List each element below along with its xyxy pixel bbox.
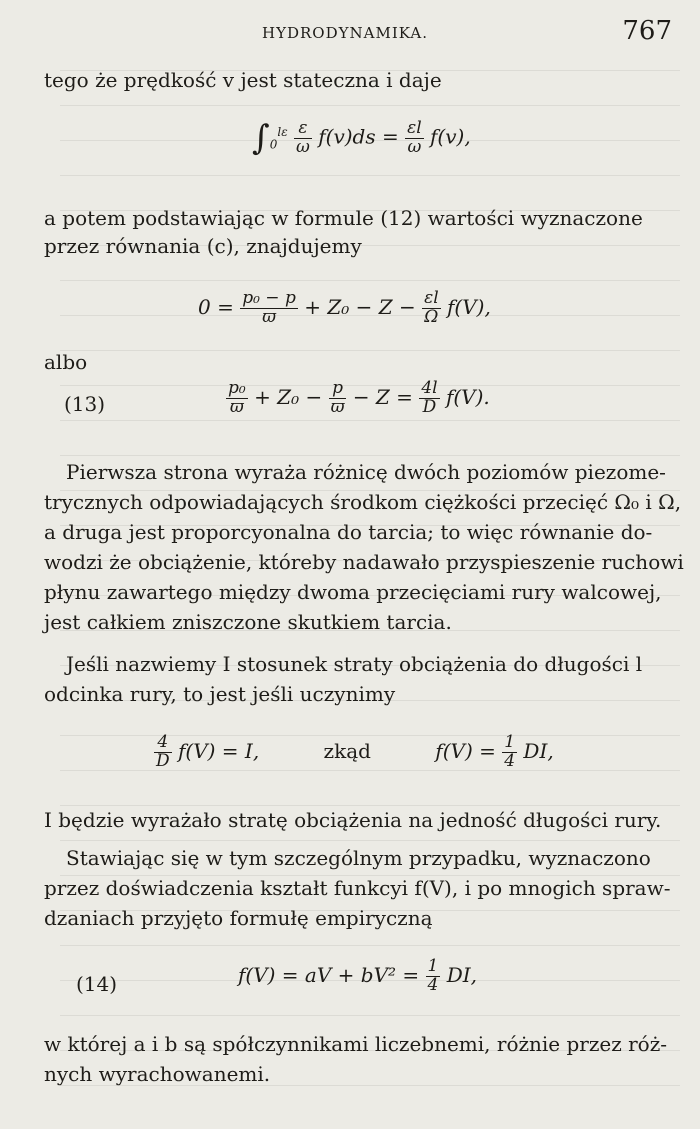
fraction-numerator: 1 [427,956,439,976]
fraction-numerator: ε [294,120,312,139]
fraction [294,117,312,157]
equation-integral [252,118,471,158]
fraction-numerator: 4l [421,378,438,398]
equation-number: (14) [76,972,118,996]
equation-body: f(V) = aV + bV² = [238,962,420,987]
equation-lhs: f(V) = I, [178,738,260,763]
equation-word: zkąd [323,738,371,763]
fraction [502,734,517,771]
integral-body: f(v)ds = [318,124,399,149]
text-line: tego że prędkość v jest stateczna i daje [44,68,442,92]
fraction [329,380,347,417]
fraction-numerator: p [329,380,347,399]
fraction-numerator: εl [424,288,439,308]
text-line: odcinka rury, to jest jeśli uczynimy [44,682,396,706]
fraction [419,380,439,417]
equation-pressure [198,290,491,327]
fraction [226,380,248,417]
equation-middle: + Z₀ − Z − [304,294,416,319]
fraction-denominator: Ω [424,306,439,327]
text-line: albo [44,350,88,374]
text-line: płynu zawartego między dwoma przecięciami rury walcowej, [44,580,662,604]
text-line: wodzi że obciążenie, któreby nadawało przyspieszenie ruchowi [44,550,684,574]
text-line: a druga jest proporcyonalna do tarcia; to więc równanie do- [44,520,653,544]
equation-middle: − Z = [352,384,413,409]
fraction [426,958,441,995]
equation-tail: f(V), [447,294,491,319]
fraction [240,290,298,327]
equation-loss [154,734,554,771]
fraction [422,290,441,327]
text-line: Stawiając się w tym szczególnym przypadku, wyznaczono [66,846,651,870]
fraction-denominator: ϖ [229,396,244,417]
fraction-numerator: 1 [504,732,516,752]
page-number: 767 [622,16,672,46]
equation-rhs: f(V) = [435,738,496,763]
equation-lhs: 0 = [198,294,234,319]
equation-tail: f(v), [430,124,471,149]
integral-sign: ∫ [252,118,270,158]
integral-upper-limit: lε [277,124,288,139]
text-line: przez równania (c), znajdujemy [44,234,362,258]
fraction-numerator: 4 [154,734,172,753]
running-title: HYDRODYNAMIKA. [262,24,428,42]
integral-lower-limit: 0 [269,137,278,152]
fraction-numerator: p₀ − p [242,288,296,308]
text-line: a potem podstawiając w formule (12) wartości wyznaczone [44,206,643,230]
fraction-denominator: D [156,750,170,771]
fraction-denominator: D [422,396,437,417]
text-line: I będzie wyrażało stratę obciążenia na jedność długości rury. [44,808,662,832]
text-line: dzaniach przyjęto formułę empiryczną [44,906,433,930]
fraction-denominator: 4 [504,750,516,771]
equation-14 [238,958,477,995]
text-line: trycznych odpowiadających środkom ciężkości przecięć Ω₀ i Ω, [44,490,682,514]
fraction [154,734,172,771]
fraction-denominator: ϖ [330,396,345,417]
fraction-denominator: ω [296,136,310,157]
fraction-numerator: p₀ [228,378,246,398]
fraction-denominator: 4 [427,974,439,995]
text-line: nych wyrachowanemi. [44,1062,271,1086]
equation-number: (13) [64,392,106,416]
fraction-numerator: εl [407,117,422,138]
fraction-denominator: ω [407,136,422,157]
equation-tail: DI, [523,738,554,763]
text-line: Pierwsza strona wyraża różnicę dwóch poziomów piezome- [66,460,666,484]
text-line: w której a i b są spółczynnikami liczebnemi, różnie przez róż- [44,1032,668,1056]
text-line: Jeśli nazwiemy I stosunek straty obciążenia do długości l [66,652,643,676]
fraction [405,117,424,157]
fraction-denominator: ϖ [262,306,276,327]
equation-tail: f(V). [445,384,490,409]
equation-13 [226,380,490,417]
equation-middle: + Z₀ − [254,384,323,409]
text-line: jest całkiem zniszczone skutkiem tarcia. [44,610,452,634]
text-line: przez doświadczenia kształt funkcyi f(V), i po mnogich spraw- [44,876,671,900]
equation-tail: DI, [446,962,477,987]
